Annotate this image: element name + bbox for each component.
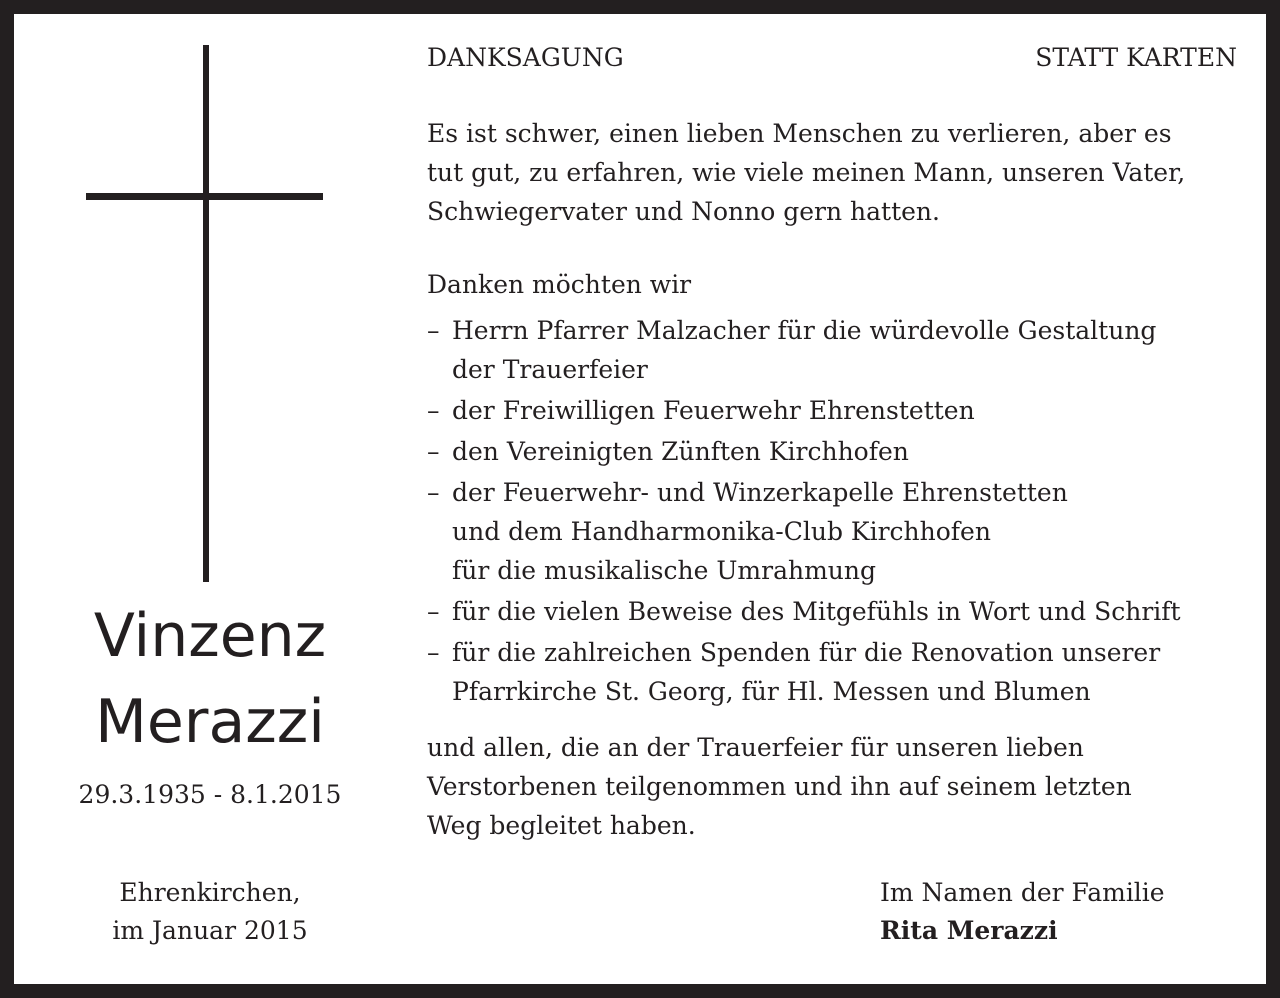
thanks-item-line: für die zahlreichen Spenden für die Renovation unserer [452,638,1161,667]
deceased-last-name: Merazzi [95,687,325,757]
place-date [30,874,390,950]
dash-marker: – [427,396,440,425]
thanks-item-line: und dem Handharmonika-Club Kirchhofen [452,517,991,546]
header-danksagung: DANKSAGUNG [427,43,624,72]
thanks-item-line: den Vereinigten Zünften Kirchhofen [452,437,909,466]
place-line: Ehrenkirchen, [119,878,301,907]
closing-line: Weg begleitet haben. [427,811,696,840]
thanks-intro [427,265,1237,304]
dash-marker: – [427,316,440,345]
thanks-item [427,391,1237,430]
dash-marker: – [427,478,440,507]
thanks-item-line: für die musikalische Umrahmung [452,556,876,585]
dash-marker: – [427,437,440,466]
intro-paragraph [427,114,1237,231]
thanks-item [427,633,1237,711]
thanks-item [427,592,1237,631]
life-dates: 29.3.1935 - 8.1.2015 [78,780,342,809]
thanks-item-line: der Freiwilligen Feuerwehr Ehrenstetten [452,396,975,425]
intro-line: Es ist schwer, einen lieben Menschen zu verlieren, aber es [427,119,1172,148]
signature-name: Rita Merazzi [880,916,1058,945]
dash-marker: – [427,597,440,626]
thanks-list [427,311,1237,713]
intro-line: tut gut, zu erfahren, wie viele meinen Mann, unseren Vater, [427,158,1186,187]
thanks-intro-line: Danken möchten wir [427,270,692,299]
cross-icon-vertical [203,45,209,582]
date-line: im Januar 2015 [112,916,308,945]
thanks-item [427,473,1237,590]
thanks-item-line: Pfarrkirche St. Georg, für Hl. Messen und Blumen [452,677,1091,706]
thanks-item-line: der Trauerfeier [452,355,648,384]
thanks-item-line: der Feuerwehr- und Winzerkapelle Ehrenstetten [452,478,1068,507]
thanks-item [427,311,1237,389]
dash-marker: – [427,638,440,667]
signature-block [880,874,1165,950]
signature-intro: Im Namen der Familie [880,878,1165,907]
closing-line: Verstorbenen teilgenommen und ihn auf seinem letzten [427,772,1132,801]
thanks-item-line: für die vielen Beweise des Mitgefühls in Wort und Schrift [452,597,1181,626]
intro-line: Schwiegervater und Nonno gern hatten. [427,197,940,226]
cross-icon-horizontal [86,193,323,200]
closing-paragraph [427,728,1237,845]
deceased-first-name: Vinzenz [93,601,327,671]
header-statt-karten: STATT KARTEN [1035,43,1237,72]
thanks-item [427,432,1237,471]
thanks-item-line: Herrn Pfarrer Malzacher für die würdevolle Gestaltung [452,316,1157,345]
closing-line: und allen, die an der Trauerfeier für unseren lieben [427,733,1084,762]
notice-header [427,40,1237,76]
